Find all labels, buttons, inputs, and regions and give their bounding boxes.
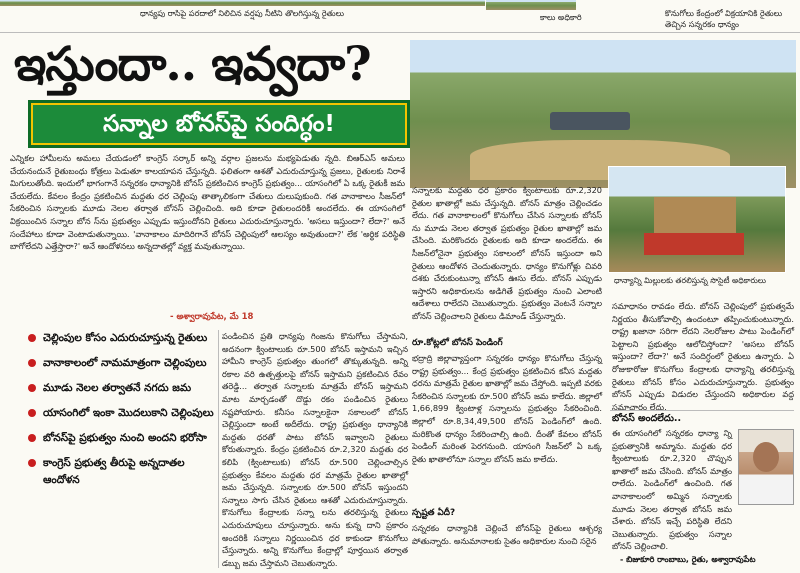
banner-text: సన్నాల బోనస్‌పై సందిగ్ధం! bbox=[103, 111, 335, 137]
highlight-item: యాసంగిలో ఇంకా మొదలుకాని చెల్లింపులు bbox=[28, 405, 218, 422]
inset-photo-truck bbox=[608, 166, 786, 273]
top-right-caption: కొనుగోలు కేంద్రంలో విక్రయానికి రైతులు తెచ్చిన సన్నరకం ధాన్యం bbox=[665, 9, 783, 29]
subhead-bonus-pending: రూ.కోట్లలో బోనస్ పెండింగ్ bbox=[412, 338, 503, 348]
lead-byline: - అశ్వారావుపేట, మే 18 bbox=[170, 312, 254, 322]
portrait-face bbox=[753, 442, 779, 472]
photo-truck bbox=[644, 233, 744, 255]
highlight-item: వానాకాలంలో నామమాత్రంగా చెల్లింపులు bbox=[28, 355, 218, 372]
highlight-item: మూడు నెలల తర్వాతనే నగదు జమ bbox=[28, 380, 218, 397]
top-photo-caption: ధాన్యపు రాసిపై పరదాలో నిలిచిన వర్షపు నీటిని తొలగిస్తున్న రైతులు bbox=[140, 9, 345, 18]
photo-tarpaulin bbox=[550, 112, 630, 130]
column-3-text: సమాధానం రావడం లేదు. బోనస్ చెల్లింపులో ప్రభుత్వమే నిర్ణయం తీసుకోవాల్సి ఉందంటూ తప్పించుకుంటున్నారు. రాష్ట్ర ఖజానా సరిగా లేదని నెలరోజుల పాటు పెండింగ్‌లో పెట్టాలని ప్రభుత్వం ఆలోచిస్తోందా? 'అసలు బోనస్ ఇస్తుందా? లేదా?' అనే సందిగ్ధంలో రైతులు ఉన్నారు. ఏ రోజుకారోజు కొనుగోలు కేంద్రాలకు ధాన్యాన్ని తరలిస్తున్న రైతులు బోనస్ కోసం ఎదురుచూస్తున్నారు. ప్రభుత్వం బోనస్ ఎప్పుడు విడుదల చేస్తుందని అధికారుల వద్ద సమాచారం లేదు. bbox=[612, 301, 794, 412]
top-photo-strip bbox=[0, 0, 485, 6]
inset-photo-caption: ధాన్యాన్ని మిల్లులకు తరలిస్తున్న సొసైటీ అధికారులు bbox=[614, 276, 767, 285]
column-divider bbox=[218, 330, 219, 568]
photo-sacks bbox=[654, 197, 736, 237]
top-right-caption-fragment: కాలు అధికారి bbox=[540, 13, 582, 22]
quote-box-title: బోనస్ అందలేదు.. bbox=[612, 413, 682, 424]
farmer-portrait bbox=[738, 429, 794, 505]
top-divider bbox=[0, 32, 800, 33]
subhead-clarity: స్పష్టత ఏదీ? bbox=[412, 508, 456, 518]
highlight-item: చెల్లింపుల కోసం ఎదురుచూస్తున్న రైతులు bbox=[28, 330, 218, 347]
column-2-text-b: భద్రాద్రి జిల్లావ్యాప్తంగా సన్నరకం ధాన్యం కొనుగోలు చేస్తున్న రాష్ట్ర ప్రభుత్వం... కేంద్ర ప్రభుత్వం ప్రకటించిన కనీస మద్దతు ధరను మాత్రమే రైతుల ఖాతాల్లో జమ చేస్తోంది. ఇప్పటి వరకు సేకరించిన సన్నాలకు రూ.500 బోనస్ జమ కాలేదు. జిల్లాలో 1,66,899 క్వింటాళ్ల సన్నాలను ప్రభుత్వం సేకరించింది. జిల్లాలో రూ.8,34,49,500 బోనస్ పెండింగ్‌లో ఉంది. మరికొంత ధాన్యం సేకరించాల్సి ఉంది. దీంతో కేవలం బోనస్ పెండింగ్ మరింత పెరగనుంది. యాసంగి సీజన్‌లో ఏ ఒక్క రైతు ఖాతాలోనూ సన్నాల బోనస్ జమ కాలేదు. bbox=[412, 353, 602, 464]
headline-banner bbox=[28, 100, 410, 148]
lead-text: ఎన్నికల హామీలను అమలు చేయడంలో కాంగ్రెస్ సర్కార్ అన్ని వర్గాల ప్రజలను మభ్యపెడుతు న్నది. బిఆర్‌ఎస్ అమలు చేయనందునే రైతుబంధు కోత్రలు పెడుతూ కాలయాపన చేస్తున్నది. ఫలితంగా ఆశతో ఎదురుచూస్తున్న ప్రజలు, రైతులకు నిరాశే మిగులుతోంది. ఇందులో భాగంగానే సన్నరకం ధాన్యానికి బోనస్ ప్రకటించిన కాంగ్రెస్ ప్రభుత్వం... యాసంగిలో ఏ ఒక్క రైతుకీ జమ చేయలేదు. కేవలం కేంద్రం ప్రకటించిన మద్దతు ధర చెల్లింపు తాత్కాలికంగా చేతులు దులుపుకుంది. గత వానాకాలం సీజన్‌లో సేకరించిన సన్నాలకు మూడు నెలల తర్వాత బోనస్ చెల్లించింది. అది కూడా రైతులందరికీ అందలేదు. ఈ యాసంగిలో విక్రయించిన సన్నాల బోన స్‌ను ప్రభుత్వం ఎప్పుడు ఇస్తుందోనని రైతులు ఎదురుచూస్తున్నారు. 'అసలు ఇస్తుందా? లేదా?' అనే సందేహాలు కూడా వెంటాడుతున్నాయి. 'వానాకాలం మాదిరిగానే బోనస్ చెల్లింపులో ఆలస్యం అవుతుందా?' లేక 'అర్థిక పరిస్థితి బాగోలేదని ఎత్తేస్తారా?' అనే ఆందోళనలు అన్నదాతల్లో వ్యక్త మవుతున్నాయి. bbox=[10, 153, 405, 252]
highlights-list bbox=[28, 330, 218, 497]
highlight-item: కాంగ్రెస్ ప్రభుత్వ తీరుపై అన్నదాతల ఆందోళన bbox=[28, 455, 218, 489]
top-right-photo bbox=[486, 0, 576, 10]
headline: ఇస్తుందా.. ఇవ్వదా? bbox=[14, 37, 371, 92]
quote-box-text: ఈ యాసంగిలో సన్నరకం ధాన్యా న్ని ప్రభుత్వానికి అమ్మాను. మద్దతు ధర క్వింటాలుకు రూ.2,320 చొప్పున ఖాతాలో జమ చేసింది. బోనస్ మాత్రం రాలేదు. పెండింగ్‌లో ఉంచింది. గత వానాకాలంలో అమ్మిన సన్నాలకు మూడు నెలల తర్వాత బోనస్ జమ చేశారు. బోనస్ ఇచ్చే పరిస్థితి లేదని చెబుతున్నారు. ప్రభుత్వం సన్నాల బోనస్ చెల్లించాలి. bbox=[612, 428, 732, 552]
column-2-text: సన్నాలకు మద్దతు ధర ప్రకారం క్వింటాలుకు రూ.2,320 రైతుల ఖాతాల్లో జమ చేస్తున్నది. బోనస్ మాత్రం చెల్లించడం లేదు. గత వానాకాలంలో కొనుగోలు చేసిన సన్నాలకు బోనస్ ను మూడు నెలల తర్వాత ప్రభుత్వం రైతుల ఖాతాల్లో జమ చేసింది. మరికొందరు రైతులకు అది కూడా అందలేదు. ఈ సీజన్‌లోనైనా ప్రభుత్వం సకాలంలో బోనస్ ఇస్తుందా అని రైతులు ఆందోళన చెందుతున్నారు. ధాన్యం కొనుగోళ్లు చివరి దశకు చేరుకుంటున్నా బోనస్ ఊసు లేదు. బోనస్ ఎప్పుడు ఇస్తారని అధికారులను అడిగితే ప్రభుత్వం నుంచి ఎలాంటి ఆదేశాలు రాలేదని చెబుతున్నారు. ప్రభుత్వం వెంటనే సన్నాల బోనస్ చెల్లించాలని రైతులు డిమాండ్ చేస్తున్నారు. bbox=[412, 185, 602, 321]
quote-box-byline: - బిజుకూరి రాంబాబు, రైతు, అశ్వారావుపేట bbox=[620, 555, 756, 564]
farmer-quote-box bbox=[610, 410, 794, 569]
column-1-text: పండించిన ప్రతి ధాన్యపు గింజను కొనుగోలు చేస్తామని, అదనంగా క్వింటాలుకు రూ.500 బోనస్ ఇస్తామని ఇచ్చిన హామీని కాంగ్రెస్ ప్రభుత్వం తుంగలో తొక్కుతున్నది. అన్ని రకాల వరి ఉత్పత్తులపై బోనస్ ఇస్తామని ప్రకటించిన రేవం తరెడ్డి... తర్వాత సన్నాలకు మాత్రమే బోనస్ ఇస్తామని మాట మార్చడంతో దొడ్డు రకం పండించిన రైతులు నష్టపోయారు. కనీసం సన్నాలకైనా సకాలంలో బోనస్ చెల్లిస్తుందా అంటే అదీలేదు. రాష్ట్ర ప్రభుత్వం ధాన్యానికి మద్దతు ధరతో పాటు బోనస్ ఇవ్వాలని రైతులు కోరుతున్నారు. కేంద్రం ప్రకటించిన రూ.2,320 మద్దతు ధర కలిపి (క్వింటాలుకు) బోనస్ రూ.500 చెల్లించాల్సిన ప్రభుత్వం కేవలం మద్దతు ధర మాత్రమే రైతుల ఖాతాల్లో జమ చేస్తున్నది. సన్నాలకు రూ.500 బోనస్ ఇస్తుందని సన్నాలు సాగు చేసిన రైతులు ఆశతో ఎదురుచూస్తున్నారు. కొనుగోలు కేంద్రాలకు సన్నా లను తరలిస్తున్న రైతులు ఎదురుచూపులు చూస్తున్నారు. అను కున్న దాని ప్రకారం అందరికీ సన్నాలు నిర్ణయించిన ధర కాకుండా కొనుగోలు చేస్తున్నారు. అన్ని కొనుగోలు కేంద్రాల్లో పూర్తయిన తర్వాత డబ్బు జమ చేస్తామని చెబుతున్నారు. bbox=[222, 331, 408, 568]
lead-paragraph bbox=[10, 152, 405, 324]
column-2-text-c: సన్నరకం ధాన్యానికి చెల్లించే బోనస్‌పై రైతులు ఆశ్చర్య పోతున్నారు. అనుమానాలకు సైతం అధికారుల నుంచి సరైన bbox=[412, 523, 602, 546]
highlight-item: బోనస్‌పై ప్రభుత్వం నుంచి అందని భరోసా bbox=[28, 430, 218, 447]
